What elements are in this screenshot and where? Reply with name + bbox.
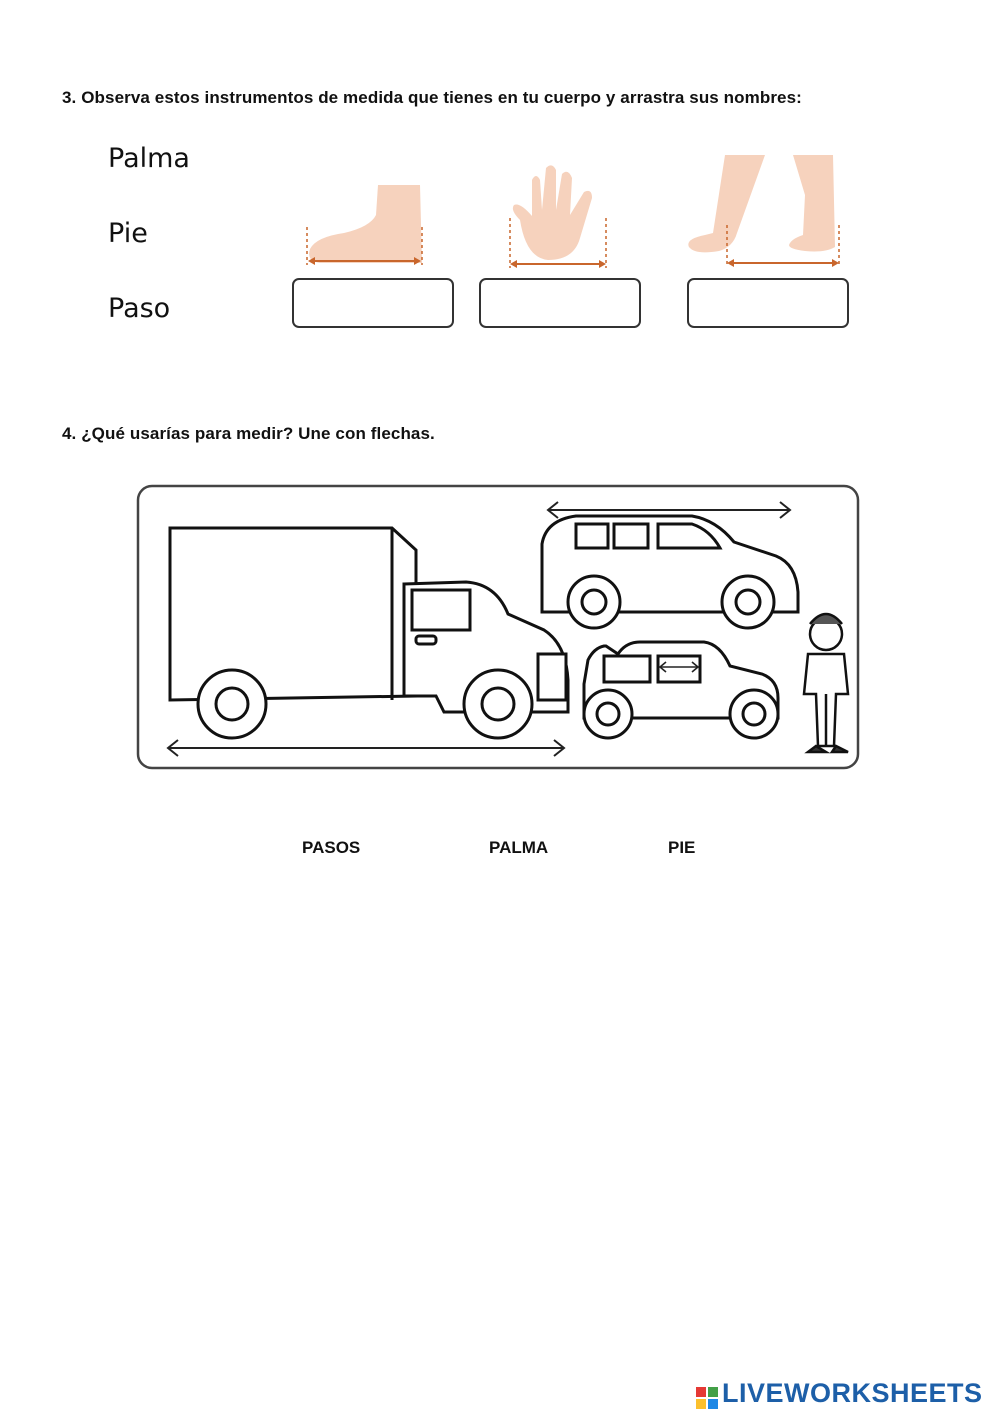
choice-pie[interactable]: PIE: [668, 838, 696, 857]
question-4-title: 4. ¿Qué usarías para medir? Une con flechas.: [62, 424, 435, 443]
draggable-word-palma[interactable]: Palma: [108, 143, 190, 174]
liveworksheets-logo-icon: [696, 1387, 718, 1409]
foot-image: [300, 175, 430, 275]
draggable-word-paso[interactable]: Paso: [108, 293, 171, 324]
vehicles-illustration: [136, 484, 860, 770]
drop-target-foot[interactable]: [292, 278, 454, 328]
liveworksheets-logo-text: LIVEWORKSHEETS: [722, 1378, 983, 1408]
liveworksheets-logo[interactable]: [696, 1378, 983, 1409]
draggable-word-pie[interactable]: Pie: [108, 218, 148, 249]
choice-pasos[interactable]: PASOS: [302, 838, 361, 857]
step-image: [685, 155, 855, 275]
question-3-title: 3. Observa estos instrumentos de medida que tienes en tu cuerpo y arrastra sus nombres:: [62, 88, 802, 107]
drop-target-hand[interactable]: [479, 278, 641, 328]
hand-image: [500, 160, 620, 275]
choice-palma[interactable]: PALMA: [489, 838, 549, 857]
drop-target-step[interactable]: [687, 278, 849, 328]
